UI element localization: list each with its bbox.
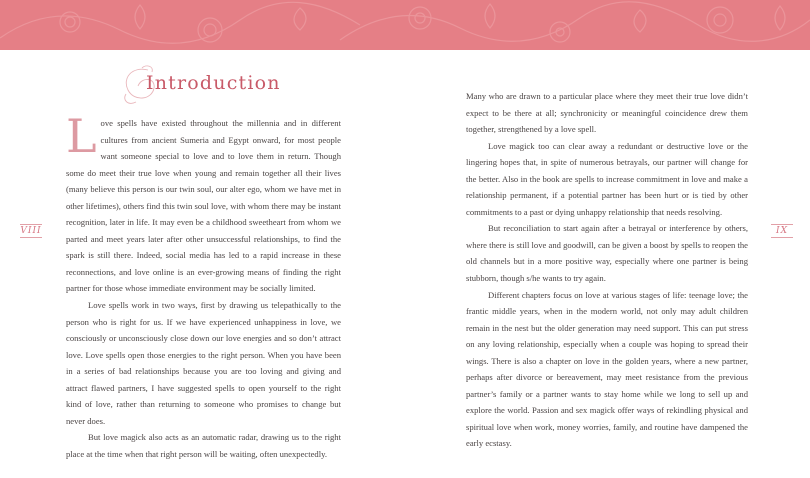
page-number-left: VIII [20,226,42,236]
floral-pattern [0,0,810,50]
paragraph: Different chapters focus on love at various stages of life: teenage love; the frantic middle years, when in the modern world, not only may adult children remain in the nest but the older generation may need support. This can put stress on any loving relationship, especially when a couple was hoping to spread their wings. There is also a chapter on love in the golden years, where a new partner, perhaps after divorce or bereavement, may meet resistance from the previous partner’s family or a partner wants to stay home while we long to sell up and explore the world. Passion and sex magick offer ways of rekindling physical and spiritual love when work, money worries, family, and routine have dampened the early ecstasy. [466,289,748,449]
paragraph: But love magick also acts as an automatic radar, drawing us to the right place at the time when that right person will be waiting, often unexpectedly. [66,432,341,459]
paragraph: Love magick too can clear away a redundant or destructive love or the lingering hopes that, in spite of numerous betrayals, our partner will change for the better. Also in the book are spells to increase commitment in love and make a relationship permanent, if a potential partner has been hurt or is tied by other commitments to a past or dying unhappy relationship that needs resolving. [466,140,748,217]
page-title: Introduction [146,72,281,94]
page-number-right: IX [771,224,793,238]
drop-cap: L [66,109,97,163]
paragraph: But reconciliation to start again after a betrayal or interference by others, where there is still love and goodwill, can be given a boost by spells to reopen the old channels but in a more positive way, especially where one partner is being stubborn, though s/he wants to try again. [466,223,748,284]
left-page-body [66,109,341,462]
paragraph: Many who are drawn to a particular place where they meet their true love didn’t expect to be there at all; synchronicity or meaningful coincidence drew them together, strengthened by a love spell. [466,91,748,135]
right-page-body [466,88,748,452]
paragraph: Love spells have existed throughout the millennia and in different cultures from ancient Sumeria and Egypt onward, for most people want someone special to love and to love them in return. Though some do meet their true love when young and remain together all their lives (many believe this person is our twin soul, our alter ego, whom we have met in other lifetimes), others find this twin soul love, with whom there may be instant recognition, later in life. It may even be a childhood sweetheart from whom we parted and meet years later after other unsuccessful relationships, to find the spark is still there. Indeed, social media has led to a rapid increase in these reconnections, and love online is an ever-growing means of finding the right partner for those whose immediate environment may be socially limited. [66,109,341,294]
chapter-heading [118,64,318,108]
decorative-header-banner [0,0,810,50]
paragraph: Love spells work in two ways, first by drawing us telepathically to the person who is right for us. If we have experienced unhappiness in love, we consciously or unconsciously close down our love energies and so don’t attract love. Love spells open those energies to the right person. When you have been in a series of bad relationships because you are too loving and giving and attract flawed partners, I have suggested spells to open yourself to the right kind of love, rather than returning to someone who promises to change but never does. [66,300,341,426]
